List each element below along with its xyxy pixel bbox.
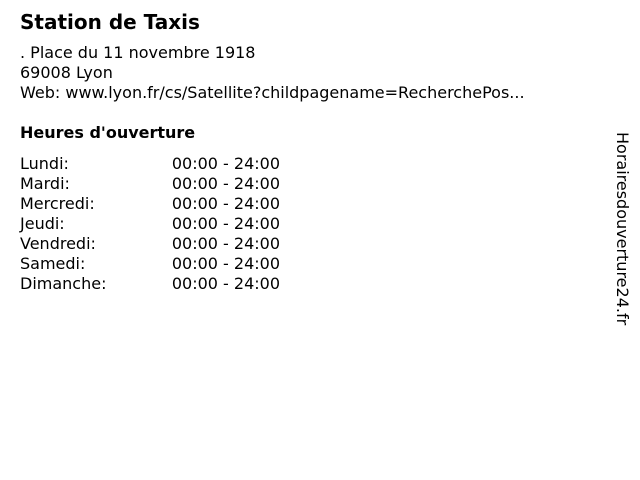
hours-time: 00:00 - 24:00 [171,254,280,273]
hours-day: Samedi: [20,254,86,273]
hours-time: 00:00 - 24:00 [171,194,280,213]
hours-time: 00:00 - 24:00 [171,274,280,293]
hours-row [20,154,280,174]
hours-day: Vendredi: [20,234,96,253]
address-web: Web: www.lyon.fr/cs/Satellite?childpagename=RecherchePos... [20,83,525,102]
address-street: . Place du 11 novembre 1918 [20,43,256,62]
hours-time: 00:00 - 24:00 [171,234,280,253]
hours-row [20,234,280,254]
hours-time: 00:00 - 24:00 [171,154,280,173]
address-city: 69008 Lyon [20,63,113,82]
hours-heading: Heures d'ouverture [20,123,196,142]
hours-day: Dimanche: [20,274,107,293]
hours-table [20,154,280,294]
hours-day: Mardi: [20,174,70,193]
hours-time: 00:00 - 24:00 [171,214,280,233]
hours-time: 00:00 - 24:00 [171,174,280,193]
hours-row [20,174,280,194]
hours-row [20,194,280,214]
address-block [20,43,525,103]
hours-row [20,214,280,234]
hours-day: Mercredi: [20,194,95,213]
page-title: Station de Taxis [20,10,200,34]
hours-row [20,274,280,294]
hours-day: Jeudi: [20,214,65,233]
hours-day: Lundi: [20,154,69,173]
site-watermark: Horairesdouverture24.fr [613,132,632,326]
hours-row [20,254,280,274]
